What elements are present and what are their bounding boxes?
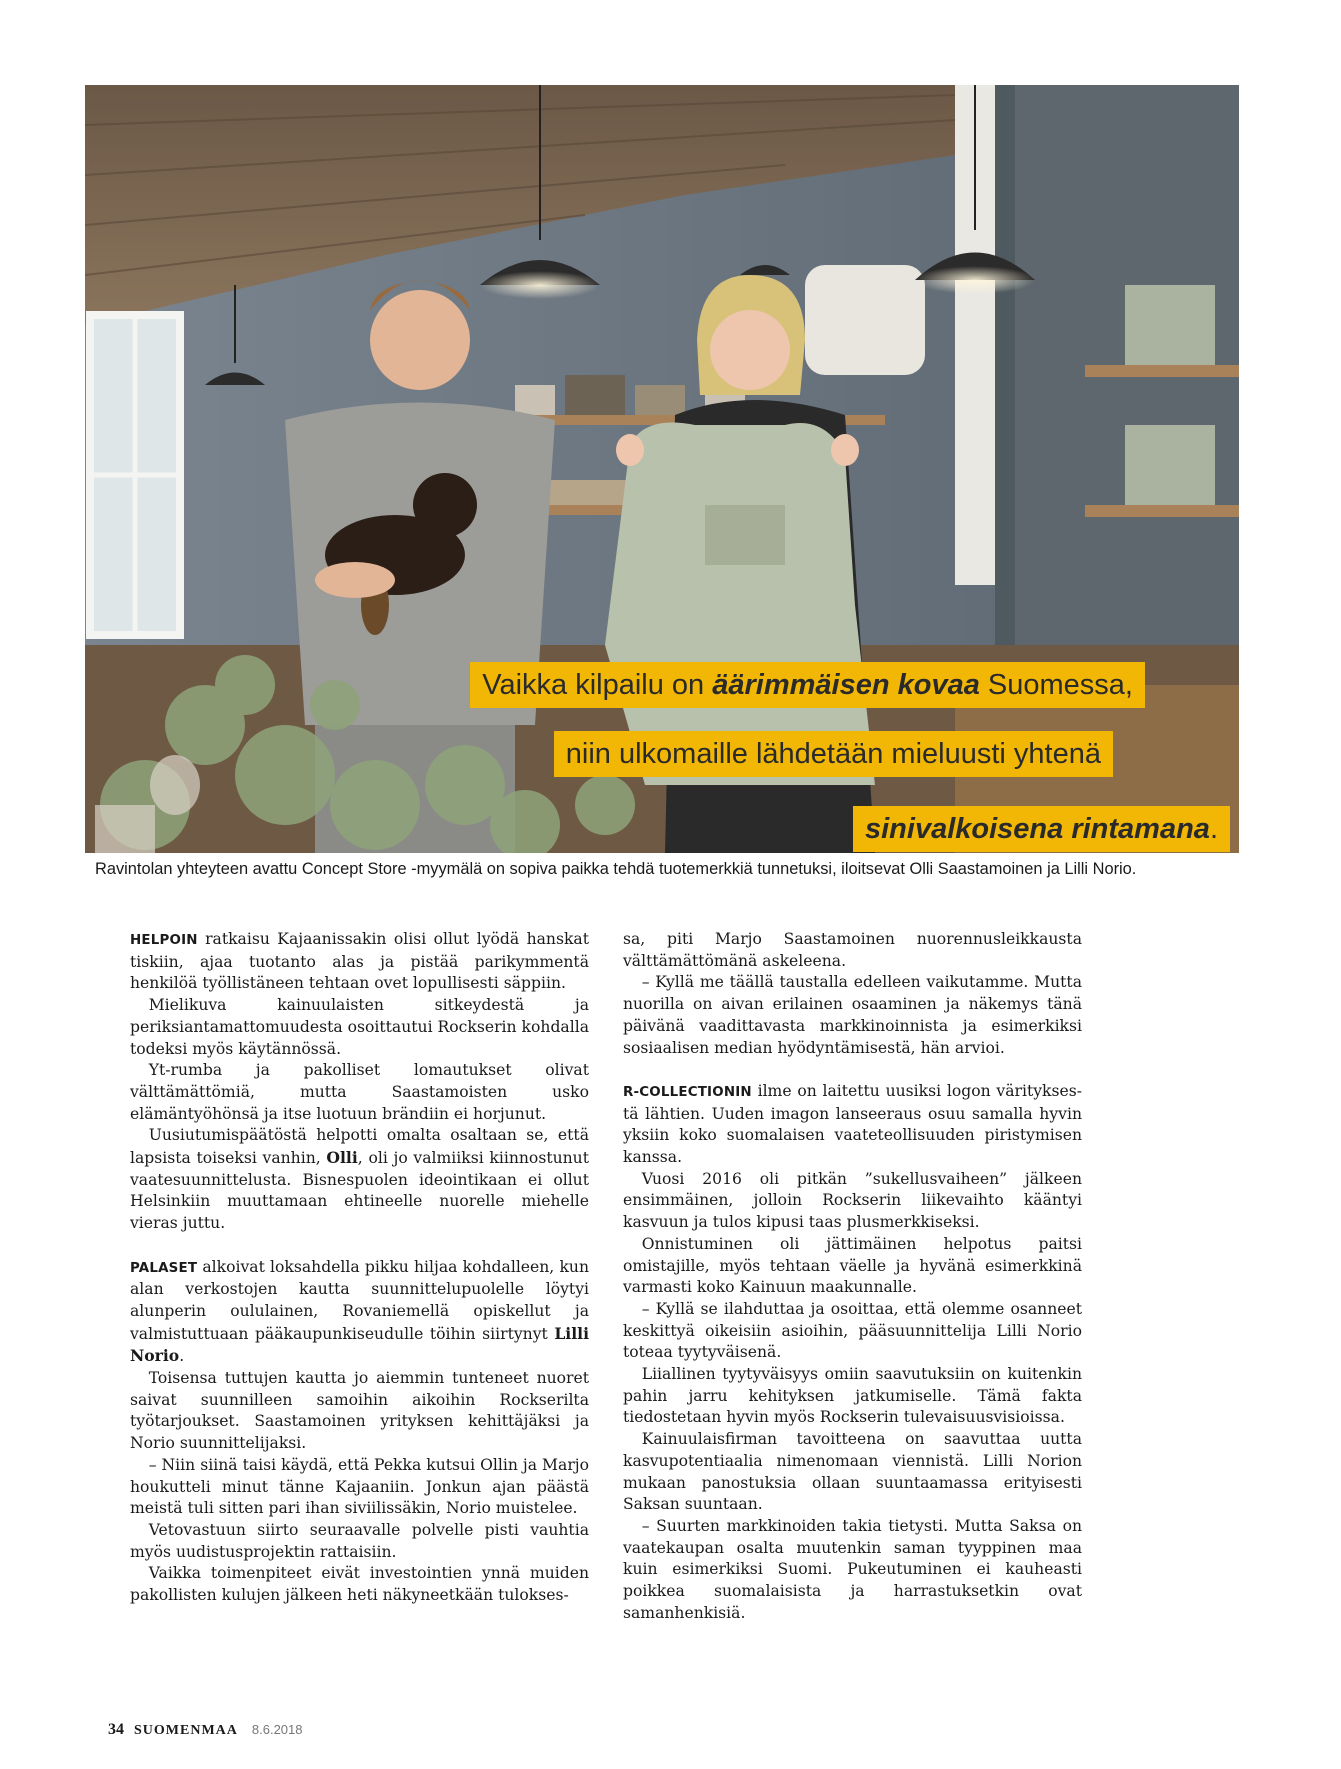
paragraph-text: ratkaisu Kajaanissakin olisi ollut lyödä hanskat tiskiin, ajaa tuotanto alas ja pistää parikymmentä henkilöä työllistäneen tehtaan ovet lopullisesti säppiin.: [130, 930, 589, 993]
paragraph: Vetovastuun siirto seuraavalle polvelle pisti vauhtia myös uudistusprojektin rattaisiin.: [130, 1520, 589, 1561]
paragraph-text: Uusiutumispäätöstä helpotti omalta osaltaan se, että lapsista toiseksi vanhin,: [130, 1126, 589, 1168]
lead-in: PALASET: [130, 1260, 198, 1276]
lead-in: R-COLLECTIONIN: [623, 1084, 752, 1100]
paragraph: Liiallinen tyytyväisyys omiin saavutuksiin on kuitenkin pahin jarru kehityksen jatkumiselle. Tämä fakta tiedostetaan hyvin myös Rockserin tulevaisuusvisioissa.: [623, 1365, 1082, 1427]
paragraph-text: alkoivat loksahdella pikku hiljaa kohdalleen, kun alan verkostojen kautta suunnittelupuolelle löytyi alunperin oululainen, Rovaniemellä opiskellut ja valmistuttuaan pääkaupunkiseudulle töihin siirtynyt: [130, 1257, 589, 1343]
pull-quote-line-3: [853, 806, 1230, 852]
paragraph: Yt-rumba ja pakolliset lomautukset olivat välttämättömiä, mutta Saastamoisten usko elämäntyöhönsä ja itse luotuun brändiin ei horjunut.: [130, 1061, 589, 1123]
person-name: Lilli Norio: [130, 1323, 589, 1366]
pull-quote-line-1: [470, 662, 1145, 708]
paragraph-text: ilme on laitettu uusiksi logon värityksestä lähtien. Uuden imagon lanseeraus osuu samalla hyvin yksiin koko suomalaisen vaateteollisuuden piristymisen kanssa.: [623, 1081, 1082, 1167]
paragraph: [130, 1125, 589, 1235]
paragraph-text: .: [179, 1347, 185, 1366]
paragraph: Kainuulaisfirman tavoitteena on saavuttaa uutta kasvupotentiaalia nimenomaan viennistä. Lilli Norion mukaan panostuksia ollaan suuntaamassa erityisesti Saksan suuntaan.: [623, 1430, 1082, 1514]
article-column-1: [130, 929, 589, 1607]
pull-quote-text: Vaikka kilpailu on: [482, 669, 713, 701]
pull-quote-line-2: [554, 731, 1113, 777]
article-photo: [85, 85, 1239, 853]
page-number: 34: [108, 1721, 124, 1738]
pull-quote-emphasis: sinivalkoisena rintamana: [865, 813, 1210, 845]
lead-in: HELPOIN: [130, 933, 198, 948]
magazine-name: SUOMENMAA: [134, 1723, 238, 1738]
article-column-2: [623, 929, 1082, 1624]
page-footer: [108, 1721, 303, 1739]
paragraph: – Kyllä se ilahduttaa ja osoittaa, että olemme osanneet keskittyä oikeisiin asioihin, pääsuunnittelija Lilli Norio toteaa tyytyväisenä.: [623, 1299, 1082, 1362]
pull-quote-text: niin ulkomaille lähdetään mieluusti yhtenä: [565, 738, 1101, 770]
paragraph: Mielikuva kainuulaisten sitkeydestä ja periksiantamattomuudesta osoittautui Rockserin kohdalla todeksi myös käytännössä.: [130, 996, 589, 1058]
paragraph-text: , oli jo valmiiksi kiinnostunut vaatesuunnittelusta. Bisnespuolen ideointikaan ei ollut Helsinkiin muuttamaan ehtineelle nuorelle miehelle vieras juttu.: [130, 1149, 589, 1233]
pull-quote-text: .: [1209, 813, 1218, 845]
paragraph: – Suurten markkinoiden takia tietysti. Mutta Saksa on vaatekaupan osalta muutenkin saman tyyppinen maa kuin esimerkiksi Suomi. Pukeutuminen ei kauheasti poikkea suomalaisista ja harrastuksetkin ovat samanhenkisiä.: [623, 1516, 1082, 1622]
paragraph: sa, piti Marjo Saastamoinen nuorennusleikkausta välttämättömänä askeleena.: [623, 930, 1082, 970]
paragraph: Onnistuminen oli jättimäinen helpotus paitsi omistajille, myös tehtaan väelle ja hyvänä esimerkkinä varmasti koko Kainuun maakunnalle.: [623, 1234, 1082, 1297]
issue-date: 8.6.2018: [251, 1722, 303, 1737]
pull-quote-emphasis: äärimmäisen kovaa: [712, 669, 980, 701]
paragraph: Vuosi 2016 oli pitkän ”sukellusvaiheen” jälkeen ensimmäinen, jolloin Rockserin liikevaihto kääntyi kasvuun ja tulos kipusi taas plusmerkkiseksi.: [623, 1169, 1082, 1232]
pull-quote-text: Suomessa,: [979, 669, 1133, 701]
photo-caption: Ravintolan yhteyteen avattu Concept Store -myymälä on sopiva paikka tehdä tuotemerkkiä tunnetuksi, iloitsevat Olli Saastamoinen ja Lilli Norio.: [95, 860, 1137, 878]
paragraph: – Kyllä me täällä taustalla edelleen vaikutamme. Mutta nuorilla on aivan erilainen osaaminen ja näkemys tänä päivänä vaadittavasta markkinoinnista ja esimerkiksi sosiaalisen median hyödyntämisestä, hän arvioi.: [623, 973, 1082, 1057]
paragraph: Vaikka toimenpiteet eivät investointien ynnä muiden pakollisten kulujen jälkeen heti näkyneetkään tulokses-: [130, 1564, 589, 1605]
paragraph: – Niin siinä taisi käydä, että Pekka kutsui Ollin ja Marjo houkutteli minut tänne Kajaaniin. Jonkun ajan päästä meistä tuli sitten pari ihan siviilissäkin, Norio muistelee.: [130, 1455, 589, 1518]
paragraph: Toisensa tuttujen kautta jo aiemmin tunteneet nuoret saivat suunnilleen samoihin aikoihin Rockserilta työtarjoukset. Saastamoinen yrityksen kehittäjäksi ja Norio suunnittelijaksi.: [130, 1369, 589, 1453]
person-name: Olli: [326, 1148, 358, 1168]
